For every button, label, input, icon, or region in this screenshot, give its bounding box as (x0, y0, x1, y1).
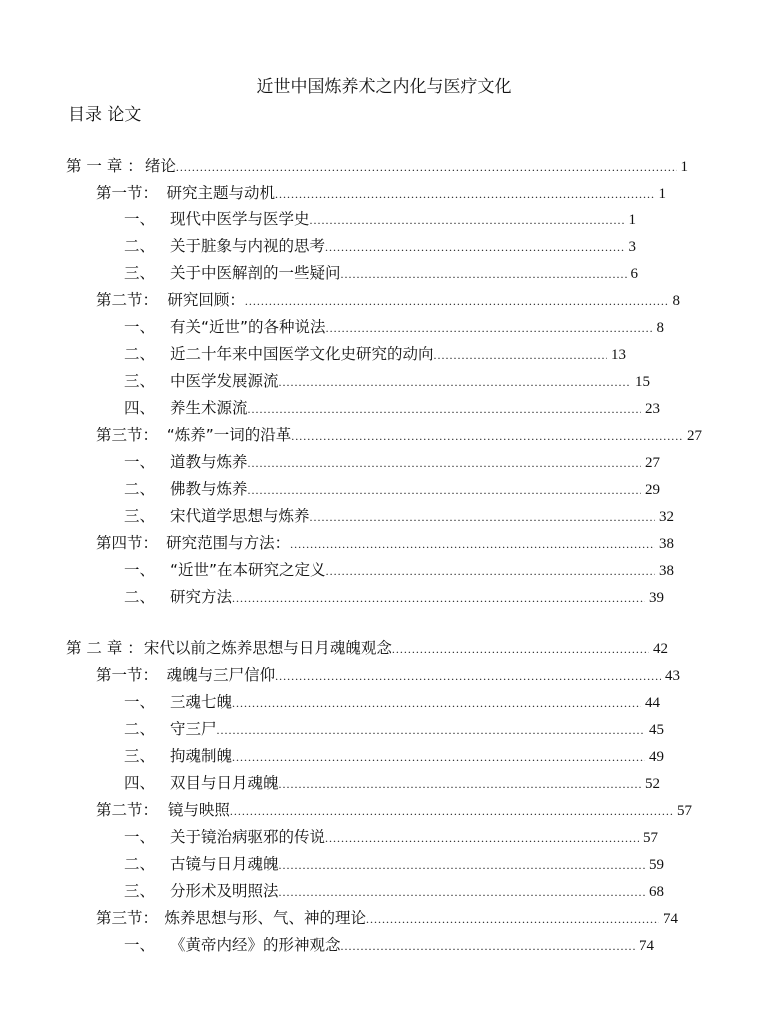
toc-text: “近世”在本研究之定义 (170, 561, 326, 579)
toc-page: 49 (649, 749, 664, 765)
toc-mark: 第四节： (96, 534, 159, 552)
toc-mark: 第 一 章 ： (66, 157, 143, 175)
toc-page: 59 (649, 857, 664, 873)
toc-page: 39 (649, 590, 664, 606)
toc-text: 中医学发展源流 (170, 372, 279, 390)
toc-section[interactable] (96, 288, 680, 310)
toc-text: 双目与日月魂魄 (170, 774, 279, 792)
toc-page: 15 (635, 374, 650, 390)
toc-page: 3 (628, 239, 636, 255)
toc-leader (325, 240, 624, 255)
toc-text: 研究方法 (170, 588, 233, 606)
toc-subsection[interactable] (124, 717, 664, 739)
toc-subsection[interactable] (124, 261, 638, 283)
toc-mark: 一、 (124, 936, 156, 954)
toc-page: 23 (645, 401, 660, 417)
toc-leader (217, 723, 645, 738)
toc-leader (291, 429, 683, 444)
toc-mark: 二、 (124, 588, 156, 606)
toc-text: 炼养思想与形、气、神的理论 (164, 909, 367, 927)
toc-page: 1 (628, 212, 636, 228)
toc-page: 1 (658, 186, 666, 202)
toc-text: 养生术源流 (170, 399, 248, 417)
toc-chapter[interactable] (66, 636, 668, 658)
toc-page: 68 (649, 884, 664, 900)
toc-leader (176, 160, 677, 175)
toc-text: 三魂七魄 (170, 693, 233, 711)
toc-leader (310, 213, 625, 228)
toc-leader (290, 537, 655, 552)
toc-subsection[interactable] (124, 744, 664, 766)
toc-leader (248, 402, 641, 417)
toc-text: 分形术及明照法 (170, 882, 279, 900)
toc-mark: 二、 (124, 480, 156, 498)
toc-text: 关于镜治病驱邪的传说 (170, 828, 326, 846)
toc-subsection[interactable] (124, 234, 636, 256)
toc-subsection[interactable] (124, 558, 674, 580)
toc-subsection[interactable] (124, 396, 660, 418)
toc-leader (279, 375, 631, 390)
toc-subsection[interactable] (124, 315, 664, 337)
toc-text: 佛教与炼养 (170, 480, 248, 498)
toc-text: 宋代以前之炼养思想与日月魂魄观念 (143, 639, 392, 657)
toc-page: 27 (645, 455, 660, 471)
toc-mark: 一、 (124, 693, 156, 711)
toc-subsection[interactable] (124, 825, 658, 847)
toc-mark: 三、 (124, 264, 156, 282)
toc-chapter[interactable] (66, 154, 688, 176)
toc-page: 29 (645, 482, 660, 498)
toc-text: 镜与映照 (167, 801, 230, 819)
toc-leader (248, 456, 641, 471)
toc-mark: 第三节： (96, 426, 159, 444)
toc-subsection[interactable] (124, 852, 664, 874)
toc-mark: 二、 (124, 345, 156, 363)
toc-leader (232, 591, 645, 606)
toc-subsection[interactable] (124, 585, 664, 607)
toc-mark: 二、 (124, 720, 156, 738)
toc-page: 43 (665, 668, 680, 684)
toc-text: 古镜与日月魂魄 (170, 855, 279, 873)
toc-leader (341, 939, 635, 954)
toc-page: 44 (645, 695, 660, 711)
toc-text: 拘魂制魄 (170, 747, 233, 765)
toc-mark: 一、 (124, 318, 156, 336)
toc-leader (279, 858, 645, 873)
toc-subsection[interactable] (124, 450, 660, 472)
toc-text: 宋代道学思想与炼养 (170, 507, 310, 525)
toc-section[interactable] (96, 181, 666, 203)
toc-section[interactable] (96, 423, 702, 445)
toc-text: 关于中医解剖的一些疑问 (170, 264, 341, 282)
toc-subsection[interactable] (124, 207, 636, 229)
toc-mark: 第二节： (96, 291, 159, 309)
toc-section[interactable] (96, 531, 674, 553)
toc-mark: 第 二 章 ： (66, 639, 143, 657)
toc-mark: 一、 (124, 561, 156, 579)
toc-mark: 第三节： (96, 909, 159, 927)
toc-text: 《黄帝内经》的形神观念 (170, 936, 341, 954)
toc-leader (326, 321, 653, 336)
toc-leader (434, 348, 607, 363)
toc-text: 有关“近世”的各种说法 (170, 318, 326, 336)
toc-text: 研究范围与方法： (166, 534, 291, 552)
toc-page: 57 (677, 803, 692, 819)
toc-leader (366, 912, 659, 927)
toc-leader (326, 564, 655, 579)
toc-mark: 二、 (124, 855, 156, 873)
toc-page: 8 (672, 293, 680, 309)
toc-mark: 二、 (124, 237, 156, 255)
toc-leader (279, 885, 645, 900)
toc-mark: 四、 (124, 399, 156, 417)
toc-mark: 第一节： (96, 184, 159, 202)
toc-leader (392, 642, 649, 657)
toc-subsection[interactable] (124, 879, 664, 901)
toc-leader (248, 483, 641, 498)
toc-text: 近二十年来中国医学文化史研究的动向 (170, 345, 434, 363)
toc-mark: 四、 (124, 774, 156, 792)
toc-mark: 三、 (124, 747, 156, 765)
toc-text: 现代中医学与医学史 (170, 210, 310, 228)
toc-text: “炼养”一词的沿革 (166, 426, 292, 444)
toc-text: 守三尸 (170, 720, 217, 738)
toc-page: 42 (653, 641, 668, 657)
toc-page: 6 (630, 266, 638, 282)
toc-section[interactable] (96, 906, 678, 928)
toc-subsection[interactable] (124, 690, 660, 712)
toc-section[interactable] (96, 663, 680, 685)
toc-page: 27 (687, 428, 702, 444)
toc-subsection[interactable] (124, 369, 650, 391)
toc-mark: 第一节： (96, 666, 159, 684)
toc-page: 57 (643, 830, 658, 846)
toc-text: 道教与炼养 (170, 453, 248, 471)
toc-subsection[interactable] (124, 342, 626, 364)
toc-page: 13 (611, 347, 626, 363)
toc-page: 45 (649, 722, 664, 738)
toc-text: 绪论 (144, 157, 176, 175)
toc-leader (341, 267, 627, 282)
toc-subsection[interactable] (124, 477, 660, 499)
toc-mark: 三、 (124, 507, 156, 525)
toc-subsection[interactable] (124, 504, 674, 526)
toc-mark: 一、 (124, 828, 156, 846)
document-title: 近世中国炼养术之内化与医疗文化 (256, 77, 512, 97)
toc-leader (232, 696, 641, 711)
toc-leader (275, 669, 661, 684)
toc-subsection[interactable] (124, 933, 654, 955)
toc-page: 32 (659, 509, 674, 525)
toc-page: 38 (659, 563, 674, 579)
document-subtitle: 目录 论文 (68, 105, 142, 125)
toc-page: 74 (639, 938, 654, 954)
toc-leader (275, 187, 655, 202)
toc-leader (279, 777, 641, 792)
toc-page: 38 (659, 536, 674, 552)
toc-leader (325, 831, 639, 846)
toc-leader (245, 294, 669, 309)
toc-page: 8 (656, 320, 664, 336)
toc-text: 关于脏象与内视的思考 (170, 237, 326, 255)
toc-leader (310, 510, 655, 525)
toc-mark: 三、 (124, 372, 156, 390)
toc-text: 研究回顾： (167, 291, 245, 309)
toc-page: 52 (645, 776, 660, 792)
toc-leader (230, 804, 673, 819)
toc-text: 魂魄与三尸信仰 (166, 666, 276, 684)
toc-mark: 三、 (124, 882, 156, 900)
toc-leader (232, 750, 645, 765)
toc-section[interactable] (96, 798, 692, 820)
toc-text: 研究主题与动机 (166, 184, 275, 202)
toc-mark: 一、 (124, 210, 156, 228)
toc-page: 1 (680, 159, 688, 175)
toc-page: 74 (663, 911, 678, 927)
toc-subsection[interactable] (124, 771, 660, 793)
toc-mark: 第二节： (96, 801, 159, 819)
toc-mark: 一、 (124, 453, 156, 471)
